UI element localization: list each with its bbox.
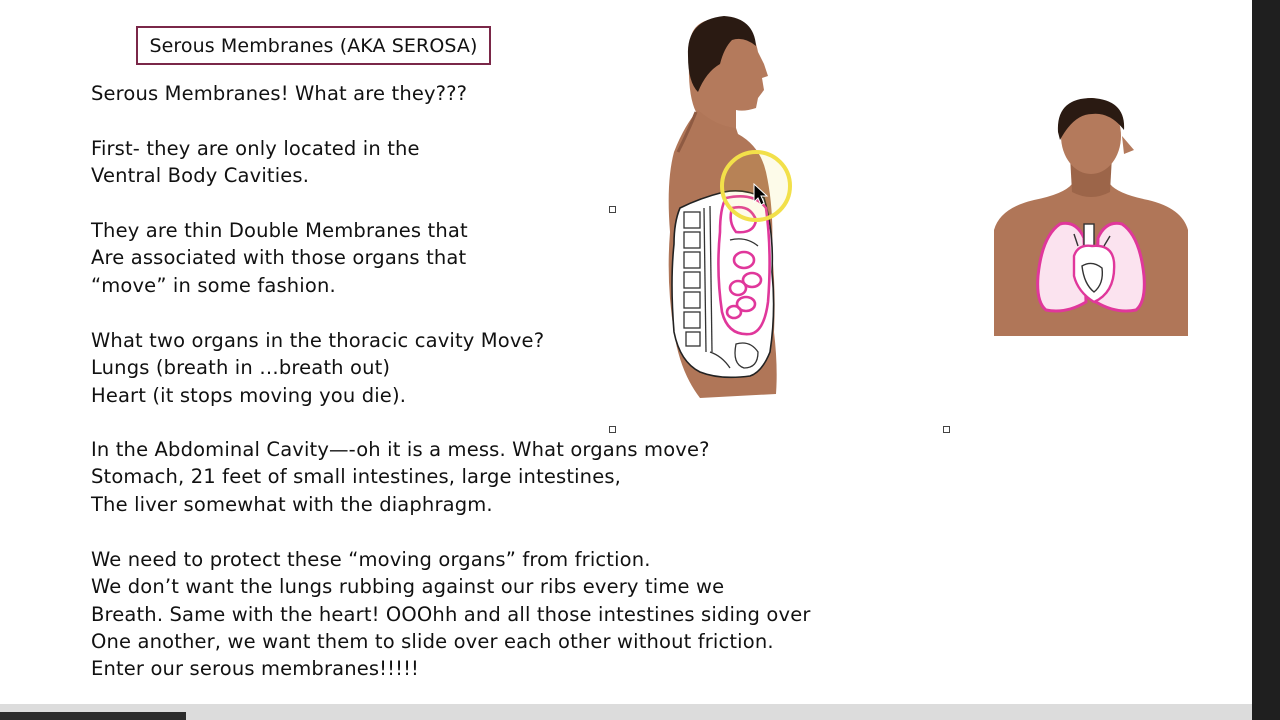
side-view-figure[interactable] xyxy=(640,12,810,412)
slide-title: Serous Membranes (AKA SEROSA) xyxy=(136,26,491,65)
paragraph-abdominal: In the Abdominal Cavity—-oh it is a mess. What organs move? Stomach, 21 feet of small intestines, large intestines, The liver somewhat with the diaphragm. xyxy=(91,438,710,516)
paragraph-friction: We need to protect these “moving organs” from friction. We don’t want the lungs rubbing against our ribs every time we Breath. Same with the heart! OOOhh and all those intestines siding over One another, we want them to slide over each other without friction. Enter our serous membranes!!!!! xyxy=(91,548,811,681)
paragraph-thoracic: What two organs in the thoracic cavity Move? Lungs (breath in …breath out) Heart (it stops moving you die). xyxy=(91,329,545,407)
paragraph-location: First- they are only located in the Ventral Body Cavities. xyxy=(91,137,420,188)
paragraph-intro: Serous Membranes! What are they??? xyxy=(91,82,468,105)
window-edge xyxy=(1252,0,1280,720)
paragraph-definition: They are thin Double Membranes that Are associated with those organs that “move” in some fashion. xyxy=(91,219,468,297)
scrollbar-thumb[interactable] xyxy=(0,712,186,720)
bottom-scrollbar[interactable] xyxy=(0,704,1252,720)
selection-handle[interactable] xyxy=(609,206,616,213)
front-view-figure[interactable] xyxy=(994,96,1188,336)
selection-handle[interactable] xyxy=(943,426,950,433)
selection-handle[interactable] xyxy=(609,426,616,433)
